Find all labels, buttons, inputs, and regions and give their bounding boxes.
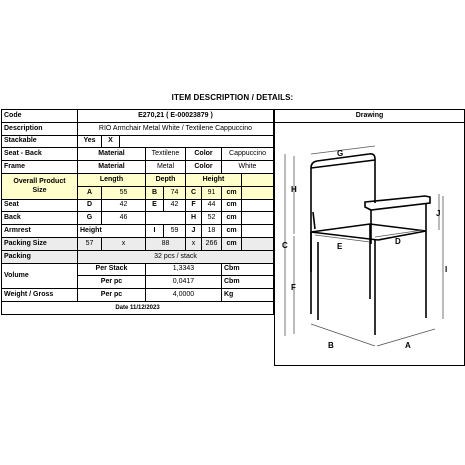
packing-size-length: 57 <box>78 237 102 250</box>
seat-empty <box>242 199 274 212</box>
volume-unit-pc: Cbm <box>222 276 274 289</box>
seat-unit: cm <box>222 199 242 212</box>
dim-i-value: 59 <box>164 225 186 238</box>
drawing-panel <box>274 109 465 366</box>
armrest-unit: cm <box>222 225 242 238</box>
row-frame <box>2 161 274 174</box>
frame-label: Frame <box>2 161 78 174</box>
armrest-label: Armrest <box>2 225 78 238</box>
frame-color-label: Color <box>186 161 222 174</box>
frame-material: Metal <box>146 161 186 174</box>
label-g: G <box>337 149 344 158</box>
volume-per-stack: 1,3343 <box>146 263 222 276</box>
label-f: F <box>291 283 296 292</box>
overall-label <box>2 173 78 199</box>
code-value: E270,21 ( E-00023879 ) <box>78 110 274 123</box>
armrest-left-post <box>313 212 315 229</box>
packing-size-unit: cm <box>222 237 242 250</box>
seat-back-material-label: Material <box>78 148 146 161</box>
weight-label: Weight / Gross <box>2 289 78 302</box>
spec-table <box>1 109 274 315</box>
row-seat-back <box>2 148 274 161</box>
depth-header: Depth <box>146 173 186 186</box>
row-volume-stack <box>2 263 274 276</box>
overall-label-line1: Overall Product <box>13 178 66 186</box>
label-j: J <box>436 209 441 218</box>
packing-size-x2: x <box>186 237 202 250</box>
dim-a-label: A <box>78 186 102 199</box>
dim-f-label: F <box>186 199 202 212</box>
row-overall-head <box>2 173 274 186</box>
row-code <box>2 110 274 123</box>
dim-g-label: G <box>78 212 102 225</box>
label-h: H <box>291 185 297 194</box>
dim-c-value: 91 <box>202 186 222 199</box>
volume-per-stack-label: Per Stack <box>78 263 146 276</box>
dim-h-label: H <box>186 212 202 225</box>
label-d: D <box>395 237 401 246</box>
dim-c-label: C <box>186 186 202 199</box>
row-packing-size <box>2 237 274 250</box>
dim-j-value: 18 <box>202 225 222 238</box>
packing-size-width: 88 <box>146 237 186 250</box>
armrest-empty <box>242 225 274 238</box>
overall-label-line2: Size <box>32 187 47 195</box>
dim-b-value: 74 <box>164 186 186 199</box>
description-value: RIO Armchair Metal White / Textilene Cappuccino <box>78 122 274 135</box>
dim-g-value: 46 <box>102 212 146 225</box>
label-i: I <box>445 265 448 274</box>
stackable-label: Stackable <box>2 135 78 148</box>
dim-d-value: 42 <box>102 199 146 212</box>
dim-f-value: 44 <box>202 199 222 212</box>
packing-size-x1: x <box>102 237 146 250</box>
row-weight <box>2 289 274 302</box>
dim-a-value: 55 <box>102 186 146 199</box>
stackable-yes: Yes <box>78 135 102 148</box>
packing-size-empty <box>242 237 274 250</box>
seat-back-color-label: Color <box>186 148 222 161</box>
row-back <box>2 212 274 225</box>
weight-unit: Kg <box>222 289 274 302</box>
row-date <box>2 301 274 314</box>
back-empty-mid <box>146 212 186 225</box>
dim-b-label: B <box>146 186 164 199</box>
row-stackable <box>2 135 274 148</box>
volume-label: Volume <box>2 263 78 289</box>
stackable-mark: X <box>102 135 120 148</box>
row-description <box>2 122 274 135</box>
overall-head-empty <box>242 173 274 186</box>
dim-e-value: 42 <box>164 199 186 212</box>
overall-values-empty <box>242 186 274 199</box>
label-a: A <box>405 341 411 350</box>
packing-label: Packing <box>2 250 78 263</box>
label-c: C <box>282 241 288 250</box>
volume-per-pc: 0,0417 <box>146 276 222 289</box>
back-frame <box>311 154 375 272</box>
label-e: E <box>337 242 343 251</box>
seat-back-color: Cappuccino <box>222 148 274 161</box>
armrest-height-label: Height <box>78 225 146 238</box>
date: Date 11/12/2023 <box>2 301 274 314</box>
weight-value: 4,0000 <box>146 289 222 302</box>
dim-i-label: I <box>146 225 164 238</box>
chair-frame <box>311 154 430 335</box>
dim-line-b <box>311 324 375 346</box>
row-seat <box>2 199 274 212</box>
dim-j-label: J <box>186 225 202 238</box>
dimension-labels <box>282 149 447 350</box>
chair-drawing <box>275 124 464 365</box>
stackable-empty <box>120 135 274 148</box>
dim-e-label: E <box>146 199 164 212</box>
packing-size-height: 266 <box>202 237 222 250</box>
height-header: Height <box>186 173 242 186</box>
dim-h-value: 52 <box>202 212 222 225</box>
overall-unit: cm <box>222 186 242 199</box>
packing-size-label: Packing Size <box>2 237 78 250</box>
volume-unit-stack: Cbm <box>222 263 274 276</box>
frame-color: White <box>222 161 274 174</box>
packing-value: 32 pcs / stack <box>78 250 274 263</box>
length-header: Length <box>78 173 146 186</box>
description-label: Description <box>2 122 78 135</box>
seat-back-label: Seat - Back <box>2 148 78 161</box>
page-title: ITEM DESCRIPTION / DETAILS: <box>171 93 294 102</box>
seat-label: Seat <box>2 199 78 212</box>
volume-per-pc-label: Per pc <box>78 276 146 289</box>
code-label: Code <box>2 110 78 123</box>
back-unit: cm <box>222 212 242 225</box>
weight-per-pc-label: Per pc <box>78 289 146 302</box>
frame-material-label: Material <box>78 161 146 174</box>
dim-d-label: D <box>78 199 102 212</box>
row-armrest <box>2 225 274 238</box>
back-label: Back <box>2 212 78 225</box>
drawing-header: Drawing <box>275 110 464 123</box>
seat-back-material: Textilene <box>146 148 186 161</box>
row-packing <box>2 250 274 263</box>
label-b: B <box>328 341 334 350</box>
dimension-lines <box>285 146 443 346</box>
back-empty <box>242 212 274 225</box>
